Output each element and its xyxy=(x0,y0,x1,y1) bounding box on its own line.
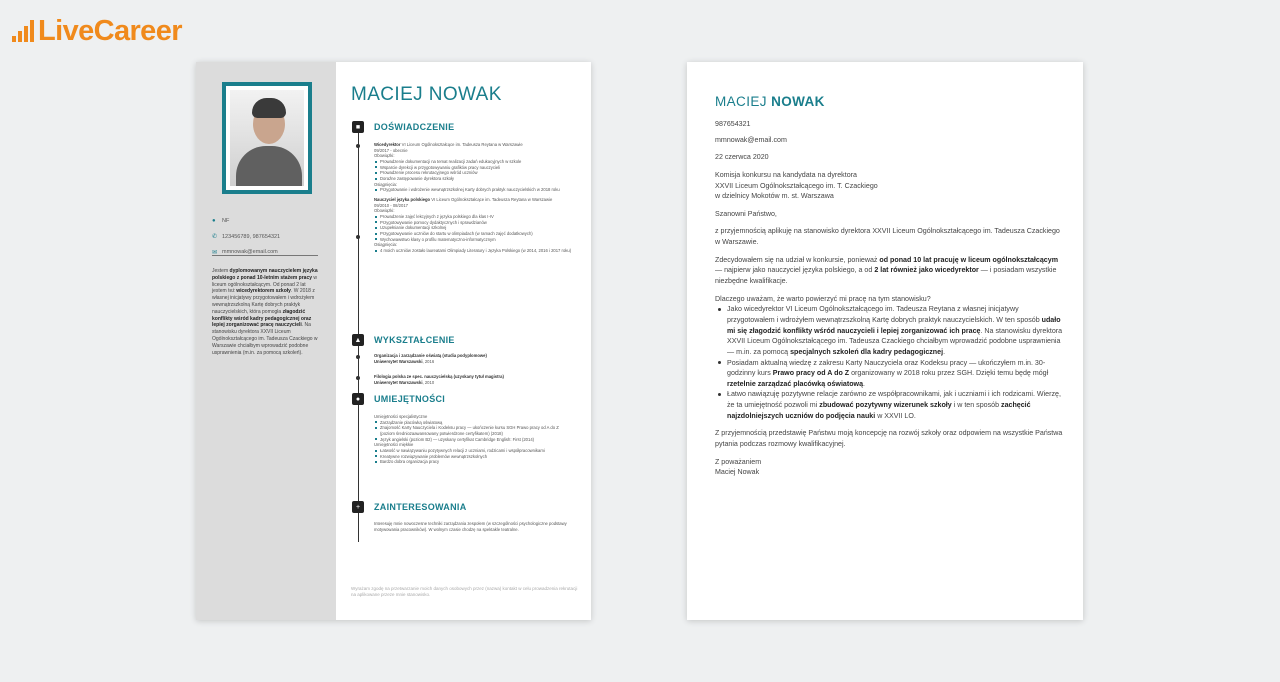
resume-page xyxy=(196,62,591,620)
letter-recipient xyxy=(715,170,1063,202)
briefcase-icon: ■ xyxy=(352,121,364,133)
school-name: Uniwersytet Warszawski xyxy=(374,358,423,364)
list-item: Prowadzenie zajęć lekcyjnych z języka polskiego dla klas I-IV xyxy=(374,214,572,220)
degree-name: Organizacja i zarządzanie oświatą (studia podyplomowe) xyxy=(374,353,487,358)
timeline-dot xyxy=(356,235,360,239)
contact-list xyxy=(212,214,322,261)
timeline-dot xyxy=(356,355,360,359)
bullet-bold: zbudować pozytywny wizerunek szkoły xyxy=(819,401,952,410)
list-item: Znajomość Karty Nauczyciela i Kodeksu pracy — ukończenie kursu SGH Prawo pracy od A do Z (poziom średniozaawansowany potwierdzone certyfikatem) (2018) xyxy=(374,425,572,436)
skills-list xyxy=(374,420,572,443)
bullet-bold: udało mi się złagodzić konflikty wśród nauczycieli i lepiej zorganizować ich pracę xyxy=(727,315,1061,335)
section-title-interests: ZAINTERESOWANIA xyxy=(374,502,467,512)
list-item xyxy=(715,358,1063,390)
list-item: Doraźne zastępowanie dyrektora szkoły xyxy=(374,176,572,182)
job-role: Nauczyciel języka polskiego xyxy=(374,197,431,203)
education-entry xyxy=(374,374,572,385)
skills-list xyxy=(374,448,572,465)
bullet-text: i w ten sposób xyxy=(951,401,1002,410)
resume-name: MACIEJ NOWAK xyxy=(351,84,502,105)
list-item: Łatwość w nawiązywaniu pozytywnych relacji z uczniami, rodzicami i współpracownikami xyxy=(374,448,572,454)
letter-body xyxy=(715,119,1063,485)
recipient-line: XXVII Liceum Ogólnokształcącego im. T. Czackiego xyxy=(715,181,878,190)
bullet-text: Łatwo nawiązuję pozytywne relacje zarówno ze współpracownikami, jak i uczniami i ich rodzicami. Wierzę, że ta umiejętność pozwoli mi xyxy=(727,390,1061,410)
bullet-text: Posiadam aktualną wiedzę z zakresu Karty Nauczyciela oraz Kodeksu pracy — ukończyłem m.in. 30-godzinny kurs xyxy=(727,358,1046,378)
timeline-dot xyxy=(356,376,360,380)
achievements-label: Osiągnięcia: xyxy=(374,242,398,248)
duties-label: Obowiązki: xyxy=(374,208,395,214)
list-item: Wsparcie dyrekcji w przygotowywaniu grafików pracy nauczycieli xyxy=(374,165,572,171)
lightbulb-icon: ● xyxy=(352,393,364,405)
summary-bold: złagodzić konflikty wśród kadry pedagogicznej oraz lepiej zorganizować pracę nauczycieli xyxy=(212,308,312,329)
plus-icon: + xyxy=(352,501,364,513)
recipient-line: w dzielnicy Mokotów m. st. Warszawa xyxy=(715,192,834,201)
list-item xyxy=(715,389,1063,421)
resume-sidebar xyxy=(196,62,336,620)
degree-name: Filologia polska ze spec. nauczycielską (uzyskany tytuł magistra) xyxy=(374,374,504,380)
letter-email: mmnowak@email.com xyxy=(715,135,787,144)
paragraph-bold: 2 lat również jako wicedyrektor xyxy=(874,266,979,275)
job-heading xyxy=(374,197,572,203)
bullet-bold: specjalnych szkoleń dla kadry pedagogicznej xyxy=(790,347,944,356)
list-item: Przygotowywanie uczniów do startu w olimpiadach (w ramach zajęć dodatkowych) xyxy=(374,231,572,237)
list-item: Prowadzenie dokumentacji na temat realizacji zadań edukacyjnych w szkole xyxy=(374,159,572,165)
letter-salutation: Szanowni Państwo, xyxy=(715,209,777,218)
bullet-text: w XXVII LO. xyxy=(875,411,916,420)
school-name: Uniwersytet Warszawski xyxy=(374,380,423,386)
profile-photo xyxy=(230,90,304,186)
data-consent-clause: Wyrażam zgodę na przetwarzanie moich danych osobowych przez (nazwa) kontakt w celu prowadzenia rekrutacji na aplikowane przeze mnie stanowisko. xyxy=(351,586,578,598)
bullet-bold: rzetelnie zarządzać placówką oświatową xyxy=(727,379,864,388)
list-item: Przygotowywanie pomocy dydaktycznych i sprawdzianów xyxy=(374,220,572,226)
bullet-text: organizowany w 2018 roku przez SGH. Dzięki temu będę mógł xyxy=(849,369,1049,378)
list-item: Zarządzanie placówką oświatową xyxy=(374,420,572,426)
livecareer-logo[interactable] xyxy=(12,16,182,46)
bullet-text: . xyxy=(863,379,865,388)
letter-last-name: NOWAK xyxy=(771,94,825,109)
letter-signoff: Z poważaniem xyxy=(715,457,762,466)
section-title-skills: UMIEJĘTNOŚCI xyxy=(374,394,446,404)
list-item: Uzupełnianie dokumentacji szkolnej xyxy=(374,225,572,231)
contact-location-text: NF xyxy=(222,218,230,224)
education-year: , 2016 xyxy=(422,358,435,364)
duties-list xyxy=(374,214,572,242)
bullet-text: . Na stanowisku dyrektora XXVII Liceum Ogólnokształcącego im. Tadeusza Czackiego chciałbym wprowadzić podobne usprawnienia — m.in. za pomocą xyxy=(727,326,1063,356)
achievements-label: Osiągnięcia: xyxy=(374,181,398,187)
contact-email-text: mmnowak@email.com xyxy=(222,249,278,255)
job-role: Wicedyrektor xyxy=(374,142,401,147)
graduation-cap-icon: ▲ xyxy=(352,334,364,346)
bullet-bold: Prawo pracy od A do Z xyxy=(772,369,850,378)
sidebar-divider xyxy=(212,255,318,256)
section-title-education: WYKSZTAŁCENIE xyxy=(374,335,455,345)
letter-phone: 987654321 xyxy=(715,120,751,128)
logo-bars-icon xyxy=(12,20,34,42)
recipient-line: Komisja konkursu na kandydata na dyrektora xyxy=(715,170,857,179)
job-dates: 09/2017 - obecnie xyxy=(374,147,408,153)
contact-phone xyxy=(212,230,322,244)
timeline-dot xyxy=(356,144,360,148)
achievements-list xyxy=(374,248,572,254)
list-item: Przygotowanie i wdrożenie wewnątrzszkolnej Karty dobrych praktyk nauczycielskich w 2018 roku xyxy=(374,187,572,193)
summary-text: . W 2018 z własnej inicjatywy przygotowałem i wdrożyłem wewnątrzszkolną Kartę dobrych praktyk nauczycielskich, która pomogła xyxy=(212,288,315,315)
list-item: Prowadzenie procesu rekrutacyjnego wśród uczniów xyxy=(374,170,572,176)
list-item: Bardzo dobra organizacja pracy xyxy=(374,459,572,465)
job-org: VI Liceum Ogólnokształcące im. Tadeusza Reytana w Warszawie xyxy=(400,142,523,147)
location-pin-icon: ● xyxy=(212,218,216,224)
list-item: Język angielski (poziom B2) — uzyskany certyfikat Cambridge English: First (2014) xyxy=(374,437,572,443)
paragraph-text: — i posiadam wszystkie niezbędne kwalifikacje. xyxy=(715,266,1057,286)
bullet-text: Jako wicedyrektor VI Liceum Ogólnokształcącego im. Tadeusza Reytana z własnej inicjatywy przygotowałem i wdrożyłem wewnątrzszkolną Kartę dobrych praktyk nauczycielskich. W ten sposób xyxy=(727,305,1042,324)
profile-summary xyxy=(212,268,320,356)
job-entry xyxy=(374,197,572,254)
list-item: Kreatywne rozwiązywanie problemów wewnątrzszkolnych xyxy=(374,454,572,460)
job-org: VI Liceum Ogólnokształcące im. Tadeusza Reytana w Warszawie xyxy=(430,197,553,203)
summary-text: w liceum ogólnokształcącym. Od ponad 2 lat jestem też xyxy=(212,274,318,295)
summary-bold: wicedyrektorem szkoły xyxy=(236,288,291,295)
cover-letter-page xyxy=(687,62,1083,620)
letter-signature: Maciej Nowak xyxy=(715,468,760,477)
email-icon: ✉ xyxy=(212,249,218,256)
contact-email xyxy=(212,245,322,259)
summary-text: Jestem xyxy=(212,268,230,274)
duties-list xyxy=(374,159,572,182)
duties-label: Obowiązki: xyxy=(374,153,395,159)
list-item: Wychowawstwo klasy o profilu matematyczno-informatycznym xyxy=(374,237,572,243)
list-item: 4 moich uczniów zostało laureatami Olimpiady Literatury i Języka Polskiego (w 2014, 2016 i 2017 roku) xyxy=(374,248,572,254)
paragraph-text: Zdecydowałem się na udział w konkursie, ponieważ xyxy=(715,255,880,264)
phone-icon: ✆ xyxy=(212,234,218,240)
letter-question: Dlaczego uważam, że warto powierzyć mi pracę na tym stanowisku? xyxy=(715,294,931,303)
profile-photo-frame xyxy=(222,82,312,194)
paragraph-text: — najpierw jako nauczyciel języka polskiego, a od xyxy=(715,266,875,275)
education-year: , 2010 xyxy=(422,380,435,386)
skills-label: Umiejętności miękkie xyxy=(374,442,414,448)
achievements-list xyxy=(374,187,572,193)
letter-first-name: MACIEJ xyxy=(715,94,767,109)
letter-closing-paragraph: Z przyjemnością przedstawię Państwu moją koncepcję na rozwój szkoły oraz odpowiem na wszystkie Państwa pytania podczas rozmowy kwalifikacyjnej. xyxy=(715,429,1063,449)
section-title-experience: DOŚWIADCZENIE xyxy=(374,122,455,132)
photo-shoulders xyxy=(236,146,302,186)
summary-bold: dyplomowanym nauczycielem języka polskiego z ponad 10-letnim stażem pracy xyxy=(212,268,318,281)
education-entry xyxy=(374,353,572,364)
photo-hair xyxy=(252,98,286,118)
job-entry xyxy=(374,142,572,193)
paragraph-bold: od ponad 10 lat pracuję w liceum ogólnokształcącym xyxy=(879,255,1058,264)
interests-text: Interesuję mnie nowoczesne techniki zarządzania zespołem (w szczególności psychologiczne podstawy motywowania pracowników). W wolnym czasie chodzę na spektakle teatralne. xyxy=(374,521,567,532)
skills-block xyxy=(374,414,572,465)
bullet-bold: zachęcić najzdolniejszych uczniów do podjęcia nauki xyxy=(727,401,1031,420)
letter-name xyxy=(715,94,825,109)
list-item xyxy=(715,304,1063,357)
resume-main xyxy=(336,62,591,620)
experience-block xyxy=(374,142,572,254)
skills-label: Umiejętności specjalistyczne xyxy=(374,414,428,419)
bullet-text: . xyxy=(943,347,946,356)
contact-location xyxy=(212,214,322,228)
education-block xyxy=(374,353,572,386)
summary-text: . Na stanowisku dyrektora XXVII Liceum Ogólnokształcącego im. Tadeusza Czackiego w Warszawie chciałbym wprowadzić podobne usprawnienia (m.in. za pomocą szkoleń). xyxy=(212,322,318,356)
logo-text: LiveCareer xyxy=(38,14,182,47)
letter-intro: z przyjemnością aplikuję na stanowisko dyrektora XXVII Liceum Ogólnokształcącego im. Tadeusza Czackiego w Warszawie. xyxy=(715,227,1060,247)
letter-date: 22 czerwca 2020 xyxy=(715,153,769,162)
letter-paragraph xyxy=(715,255,1063,287)
contact-phone-text: 123456789, 987654321 xyxy=(222,233,281,240)
letter-bullets xyxy=(715,304,1063,421)
job-dates: 09/2010 - 08/2017 xyxy=(374,202,408,208)
